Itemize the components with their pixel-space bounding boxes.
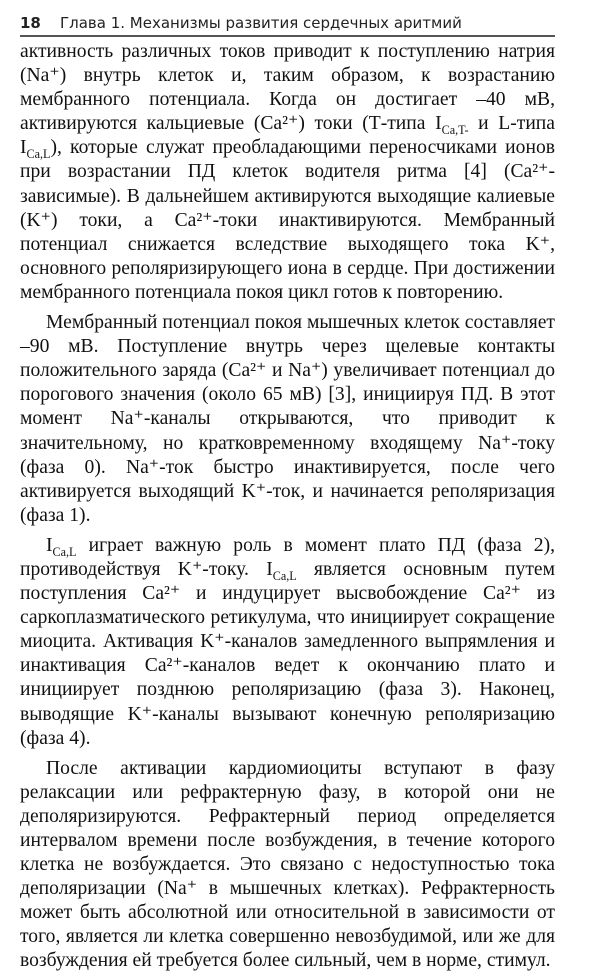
header-rule [20,35,555,37]
paragraph: активность различных токов приводит к поступлению натрия (Na⁺) внутрь клеток и, таким образом, к возрастанию мембранного потенциала. Когда он достигает –40 мВ, активируются кальциевые (Ca²⁺) токи (Т-типа $I_{Ca,T-}$ и L-типа $I_{Ca,L}$), которые служат преобладающими переносчиками ионов при возрастании ПД клеток водителя ритма [4] (Ca²⁺-зависимые). В дальнейшем активируются выходящие калиевые (K⁺) токи, а Ca²⁺-токи инактивируются. Мембранный потенциал снижается вследствие выходящего тока K⁺, основного реполяризирующего иона в сердце. При достижении мембранного потенциала покоя цикл готов к повторению. [20,41,555,303]
page-number: 18 [20,14,41,32]
paragraph: После активации кардиомиоциты вступают в фазу релаксации или рефрактерную фазу, в которой они не деполяризируются. Рефрактерный период определяется интервалом времени после возбуждения, в течение которого клетка не возбуждается. Это связано с недоступностью тока деполяризации (Na⁺ в мышечных клетках). Рефрактерность может быть абсолютной или относительной в зависимости от того, является ли клетка совершенно невозбудимой, или же для возбуждения ей требуется более сильный, чем в норме, стимул. [20,757,555,972]
body-text [20,40,555,980]
paragraph: Мембранный потенциал покоя мышечных клеток составляет –90 мВ. Поступление внутрь через щелевые контакты положительного заряда (Ca²⁺ и Na⁺) увеличивает потенциал до порогового значения (около 65 мВ) [3], инициируя ПД. В этот момент Na⁺-каналы открываются, что приводит к значительному, но кратковременному входящему Na⁺-току (фаза 0). Na⁺-ток быстро инактивируется, после чего активируется выходящий K⁺-ток, и начинается реполяризация (фаза 1). [20,312,555,526]
paragraph: $I_{Ca,L}$ играет важную роль в момент плато ПД (фаза 2), противодействуя K⁺-току. $I_{Ca,L}$ является основным путем поступления Ca²⁺ и индуцирует высвобождение Ca²⁺ из саркоплазматического ретикулума, что инициирует сокращение миоцита. Активация K⁺-каналов замедленного выпрямления и инактивация Ca²⁺-каналов ведет к окончанию плато и инициирует позднюю реполяризацию (фаза 3). Наконец, выводящие K⁺-каналы вызывают конечную реполяризацию (фаза 4). [20,534,555,749]
page-header [20,10,555,36]
running-title: Глава 1. Механизмы развития сердечных аритмий [60,14,462,32]
